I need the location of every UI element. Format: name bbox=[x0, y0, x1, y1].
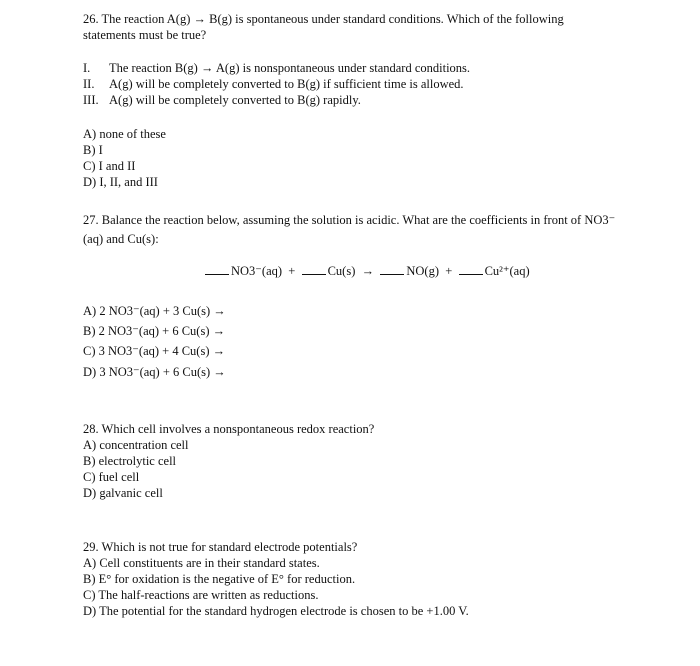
eq-term-no: NO(g) bbox=[406, 264, 440, 278]
q27-option-d: D) 3 NO3⁻(aq) + 6 Cu(s) → bbox=[83, 365, 226, 379]
q29-option-b: B) E° for oxidation is the negative of E° for reduction. bbox=[83, 572, 356, 586]
eq-arrow: → bbox=[361, 264, 375, 278]
q26-option-b: B) I bbox=[83, 143, 103, 157]
q27-line-1: 27. Balance the reaction below, assuming the solution is acidic. What are the coefficients in front of NO3⁻ bbox=[83, 213, 616, 227]
q28-option-d: D) galvanic cell bbox=[83, 486, 163, 500]
q28-option-b: B) electrolytic cell bbox=[83, 454, 177, 468]
q26-option-d: D) I, II, and III bbox=[83, 175, 158, 189]
q29-question: 29. Which is not true for standard electrode potentials? bbox=[83, 540, 358, 554]
q27-option-b: B) 2 NO3⁻(aq) + 6 Cu(s) → bbox=[83, 324, 226, 338]
q27-equation bbox=[205, 263, 530, 279]
q26-statement-2: II. A(g) will be completely converted to B(g) if sufficient time is allowed. bbox=[83, 77, 464, 91]
eq-term-cu2: Cu²⁺(aq) bbox=[484, 264, 530, 278]
q26-statement-3: III. A(g) will be completely converted to B(g) rapidly. bbox=[83, 93, 361, 107]
blank-3 bbox=[380, 274, 404, 275]
eq-plus-1: + bbox=[288, 264, 296, 278]
eq-term-cu: Cu(s) bbox=[327, 264, 356, 278]
blank-2 bbox=[302, 274, 326, 275]
blank-4 bbox=[459, 274, 483, 275]
q26-option-a: A) none of these bbox=[83, 127, 166, 141]
q26-statement-1: I. The reaction B(g) → A(g) is nonspontaneous under standard conditions. bbox=[83, 61, 471, 75]
eq-plus-2: + bbox=[445, 264, 453, 278]
blank-1 bbox=[205, 274, 229, 275]
q29-option-a: A) Cell constituents are in their standard states. bbox=[83, 556, 320, 570]
q27-option-c: C) 3 NO3⁻(aq) + 4 Cu(s) → bbox=[83, 344, 226, 358]
q27-option-a: A) 2 NO3⁻(aq) + 3 Cu(s) → bbox=[83, 304, 226, 318]
q28-option-a: A) concentration cell bbox=[83, 438, 189, 452]
q28-question: 28. Which cell involves a nonspontaneous redox reaction? bbox=[83, 422, 375, 436]
q26-option-c: C) I and II bbox=[83, 159, 136, 173]
q27-line-2: (aq) and Cu(s): bbox=[83, 232, 159, 246]
q26-line-2: statements must be true? bbox=[83, 28, 207, 42]
q29-option-d: D) The potential for the standard hydrogen electrode is chosen to be +1.00 V. bbox=[83, 604, 469, 618]
eq-term-no3: NO3⁻(aq) bbox=[231, 264, 283, 278]
q29-option-c: C) The half-reactions are written as reductions. bbox=[83, 588, 319, 602]
q26-line-1: 26. The reaction A(g) → B(g) is spontaneous under standard conditions. Which of the following bbox=[83, 12, 564, 26]
q28-option-c: C) fuel cell bbox=[83, 470, 140, 484]
